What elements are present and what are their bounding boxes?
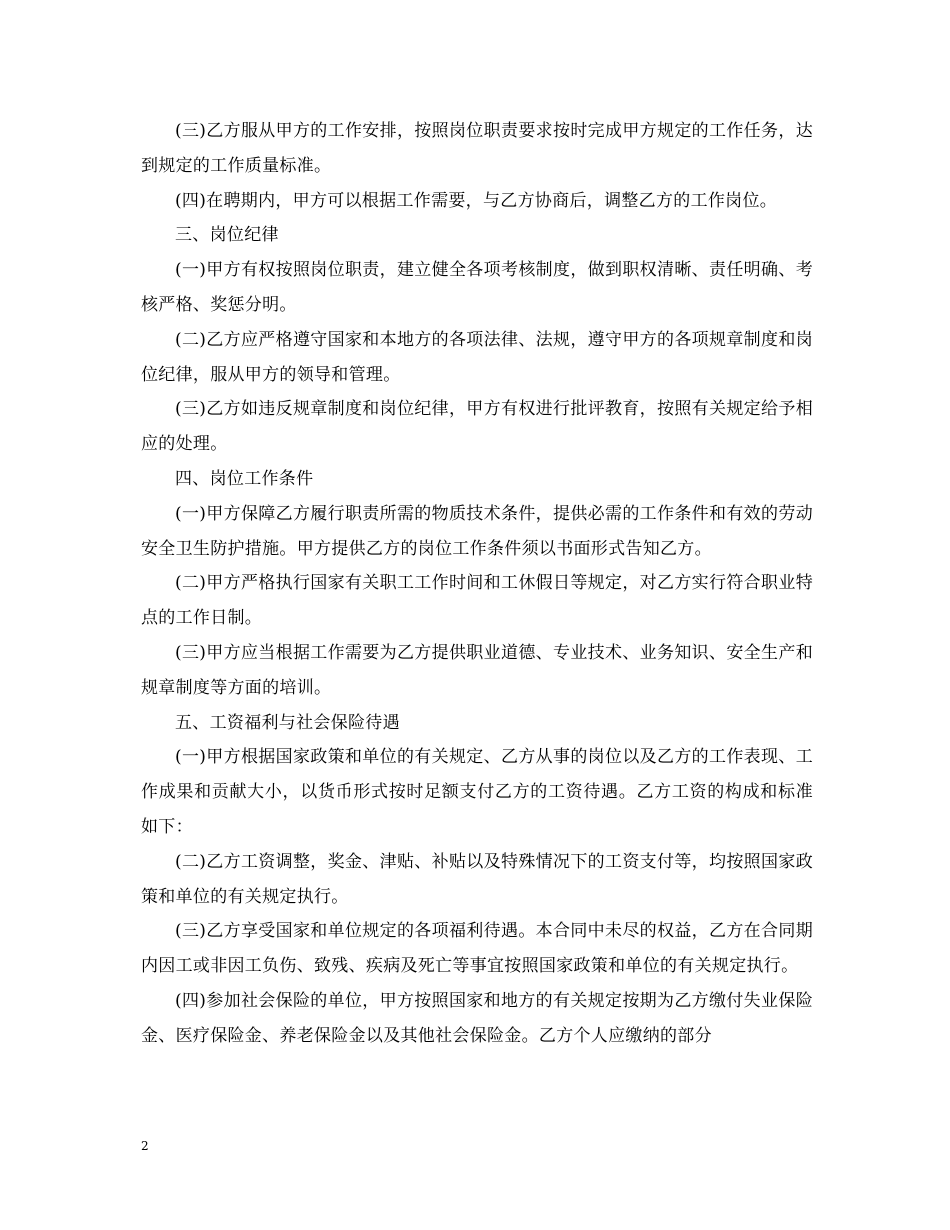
section-heading-wages: 五、工资福利与社会保险待遇 [175, 712, 400, 733]
clause-3-4: (四)在聘期内，甲方可以根据工作需要，与乙方协商后，调整乙方的工作岗位。 [175, 190, 778, 211]
clause-discipline-1: (一)甲方有权按照岗位职责，建立健全各项考核制度，做到职权清晰、责任明确、考核严格、奖惩分明。 [141, 260, 813, 315]
clause-3-3: (三)乙方服从甲方的工作安排，按照岗位职责要求按时完成甲方规定的工作任务，达到规定的工作质量标准。 [141, 121, 813, 176]
clause-discipline-3: (三)乙方如违反规章制度和岗位纪律，甲方有权进行批评教育，按照有关规定给予相应的处理。 [141, 399, 813, 455]
clause-wages-3: (三)乙方享受国家和单位规定的各项福利待遇。本合同中未尽的权益，乙方在合同期内因工或非因工负伤、致残、疾病及死亡等事宜按照国家政策和单位的有关规定执行。 [141, 921, 813, 977]
clause-conditions-1: (一)甲方保障乙方履行职责所需的物质技术条件，提供必需的工作条件和有效的劳动安全卫生防护措施。甲方提供乙方的岗位工作条件须以书面形式告知乙方。 [141, 503, 813, 559]
clause-wages-1: (一)甲方根据国家政策和单位的有关规定、乙方从事的岗位以及乙方的工作表现、工作成果和贡献大小，以货币形式按时足额支付乙方的工资待遇。乙方工资的构成和标准如下： [141, 747, 813, 837]
clause-wages-2: (二)乙方工资调整，奖金、津贴、补贴以及特殊情况下的工资支付等，均按照国家政策和单位的有关规定执行。 [141, 851, 813, 907]
section-heading-conditions: 四、岗位工作条件 [175, 468, 314, 489]
page-number: 2 [141, 1139, 149, 1153]
clause-wages-4: (四)参加社会保险的单位，甲方按照国家和地方的有关规定按期为乙方缴付失业保险金、医疗保险金、养老保险金以及其他社会保险金。乙方个人应缴纳的部分 [141, 990, 813, 1046]
clause-conditions-3: (三)甲方应当根据工作需要为乙方提供职业道德、专业技术、业务知识、安全生产和规章制度等方面的培训。 [141, 642, 813, 698]
contract-body-text [141, 114, 813, 1054]
section-heading-discipline: 三、岗位纪律 [175, 225, 279, 246]
clause-discipline-2: (二)乙方应严格遵守国家和本地方的各项法律、法规，遵守甲方的各项规章制度和岗位纪律，服从甲方的领导和管理。 [141, 329, 813, 385]
clause-conditions-2: (二)甲方严格执行国家有关职工工作时间和工休假日等规定，对乙方实行符合职业特点的工作日制。 [141, 573, 813, 629]
